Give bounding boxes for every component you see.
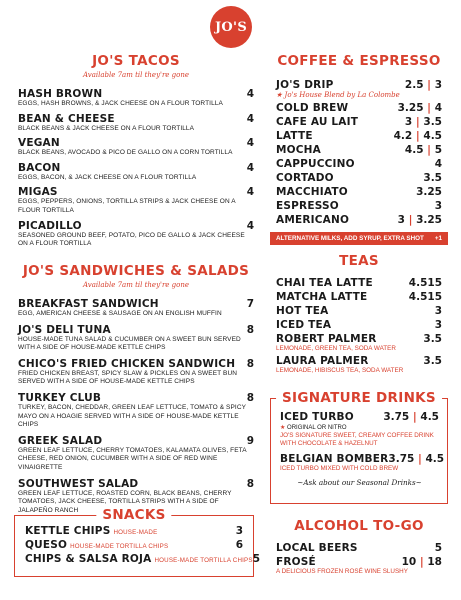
item-name: FROSÉ	[276, 556, 316, 568]
item-row	[18, 392, 254, 404]
tacos-section	[18, 53, 254, 249]
seasonal-footer: ~Ask about our Seasonal Drinks~	[297, 478, 422, 487]
snacks-title: SNACKS	[96, 507, 171, 523]
item-row	[276, 305, 442, 317]
item-row	[18, 298, 254, 310]
item-price	[416, 186, 442, 198]
snack-label	[25, 525, 157, 537]
price-1: 3.25	[416, 186, 442, 198]
item-price: 4	[246, 88, 254, 100]
menu-item	[276, 102, 442, 114]
item-row	[18, 324, 254, 336]
item-price: 8	[246, 357, 254, 370]
item-price: 4	[246, 137, 254, 150]
item-price	[405, 116, 442, 128]
price-separator: |	[412, 130, 424, 142]
item-name: BELGIAN BOMBER	[280, 453, 389, 465]
item-name: HOT TEA	[276, 305, 329, 317]
item-name: CHICO'S FRIED CHICKEN SANDWICH	[18, 357, 236, 370]
item-price	[394, 130, 442, 142]
item-price: 2.5 | 3	[404, 79, 442, 91]
extras-bar	[270, 232, 448, 245]
item-price	[435, 542, 442, 554]
price-separator: |	[423, 102, 435, 114]
item-row	[18, 186, 254, 198]
menu-item	[276, 333, 442, 353]
item-price: 4	[246, 161, 254, 174]
price-1: 4.2	[393, 130, 413, 142]
extras-label: ALTERNATIVE MILKS, ADD SYRUP, EXTRA SHOT	[276, 235, 424, 242]
menu-item	[18, 162, 254, 183]
menu-item	[276, 172, 442, 184]
menu-item	[276, 200, 442, 212]
item-desc: EGGS, PEPPERS, ONIONS, TORTILLA STRIPS & JACK CHEESE ON A FLOUR TORTILLA	[18, 198, 236, 214]
item-price: 4	[246, 186, 254, 199]
menu-item	[276, 130, 442, 142]
item-name: SOUTHWEST SALAD	[18, 477, 139, 490]
menu-item	[276, 556, 442, 576]
price-2: 4.5	[423, 130, 442, 142]
tacos-title: JO'S TACOS	[92, 53, 180, 69]
sandwiches-title: JO'S SANDWICHES & SALADS	[22, 263, 250, 279]
price-2: 5	[434, 144, 442, 156]
price-2: 18	[427, 556, 442, 568]
item-desc: A DELICIOUS FROZEN ROSÉ WINE SLUSHY	[276, 568, 408, 575]
item-desc: GREEN LEAF LETTUCE, CHERRY TOMATOES, KALAMATA OLIVES, FETA CHEESE, RED ONION, CUCUMBER WITH A SIDE OF RED WINE VINAIGRETTE	[18, 446, 247, 471]
price-1: 4	[434, 158, 442, 170]
star-icon: ★	[280, 425, 288, 431]
item-row	[18, 113, 254, 125]
item-name: CHIPS & SALSA ROJA	[25, 553, 152, 565]
item-row	[276, 333, 442, 345]
item-price	[423, 172, 442, 184]
item-desc: EGGS, BACON, & JACK CHEESE ON A FLOUR TORTILLA	[18, 173, 197, 181]
item-price	[435, 200, 442, 212]
item-price: 8	[246, 391, 254, 404]
menu-item	[276, 144, 442, 156]
item-row	[276, 542, 442, 554]
item-name: MOCHA	[276, 144, 321, 156]
item-row	[276, 277, 442, 289]
item-desc: BLACK BEANS & JACK CHEESE ON A FLOUR TORTILLA	[18, 124, 195, 132]
item-price: 3.5	[423, 333, 442, 345]
item-price: 8	[246, 477, 254, 490]
star-icon: ★	[276, 91, 285, 99]
item-row	[18, 435, 254, 447]
menu-item	[276, 291, 442, 303]
price-1: 3	[404, 116, 413, 128]
snacks-list	[15, 516, 260, 565]
item-name: VEGAN	[18, 137, 60, 150]
teas-list	[276, 277, 442, 375]
item-name: HASH BROWN	[18, 88, 103, 100]
menu-item	[18, 298, 254, 319]
price-separator: |	[416, 556, 428, 568]
item-price: 3.75 | 4.5	[383, 411, 439, 423]
item-desc: GREEN LEAF LETTUCE, ROASTED CORN, BLACK BEANS, CHERRY TOMATOES, JACK CHEESE, TORTILLA STRIPS WITH A SIDE OF JALAPEÑO RANCH	[18, 489, 232, 514]
item-row	[18, 358, 254, 370]
item-desc: HOUSE-MADE TORTILLA CHIPS	[70, 543, 169, 550]
item-price	[398, 102, 442, 114]
menu-item	[18, 392, 254, 430]
item-price: 3.75 | 4.5	[388, 453, 445, 465]
item-name: TURKEY CLUB	[18, 391, 102, 404]
menu-item	[18, 113, 254, 134]
item-price	[435, 158, 442, 170]
jos-logo: JO'S	[210, 6, 252, 48]
menu-item	[276, 277, 442, 289]
item-name: JO'S DRIP	[276, 79, 334, 91]
item-name: PICADILLO	[18, 219, 82, 232]
item-name: ROBERT PALMER	[276, 333, 377, 345]
price-1: 4.5	[404, 144, 424, 156]
item-name: LOCAL BEERS	[276, 542, 358, 554]
item-desc: TURKEY, BACON, CHEDDAR, GREEN LEAF LETTUCE, TOMATO & SPICY MAYO ON A HOAGIE SERVED WITH A SIDE OF HOUSE-MADE KETTLE CHIPS	[18, 403, 246, 429]
item-row	[18, 88, 254, 100]
price-separator: |	[423, 144, 435, 156]
price-1: 10	[401, 556, 417, 568]
coffee-section	[276, 53, 442, 245]
item-name: CAPPUCCINO	[276, 158, 355, 170]
item-name: KETTLE CHIPS	[25, 525, 111, 537]
price-1: 3	[397, 214, 405, 226]
item-desc: FRIED CHICKEN BREAST, SPICY SLAW & PICKLES ON A SWEET BUN SERVED WITH A SIDE OF HOUSE-MADE KETTLE CHIPS	[18, 369, 238, 386]
menu-item	[276, 186, 442, 198]
menu-item	[276, 319, 442, 331]
item-name: CHAI TEA LATTE	[276, 277, 373, 289]
item-name: MATCHA LATTE	[276, 291, 368, 303]
item-name: GREEK SALAD	[18, 434, 103, 447]
item-row	[18, 478, 254, 490]
item-desc: HOUSE-MADE TUNA SALAD & CUCUMBER ON A SWEET BUN SERVED WITH A SIDE OF HOUSE-MADE KETTLE CHIPS	[18, 335, 241, 352]
item-name: AMERICANO	[276, 214, 350, 226]
item-price	[398, 214, 442, 226]
teas-title: TEAS	[339, 253, 379, 269]
item-desc: LEMONADE, GREEN TEA, SODA WATER	[276, 345, 396, 352]
menu-item	[276, 214, 442, 226]
item-name: CORTADO	[276, 172, 334, 184]
item-name: JO'S DELI TUNA	[18, 323, 111, 336]
menu-item	[18, 220, 254, 249]
menu-item	[280, 411, 439, 448]
signature-box	[270, 390, 448, 504]
price-separator: |	[404, 214, 417, 226]
turbo-desc: JO'S SIGNATURE SWEET, CREAMY COFFEE DRINK WITH CHOCOLATE & HAZELNUT	[280, 432, 434, 447]
item-row	[276, 556, 442, 568]
item-price: 4.515	[408, 277, 442, 289]
snack-item	[25, 553, 260, 565]
item-price: 5	[252, 553, 260, 565]
menu-item	[280, 453, 445, 473]
coffee-list	[276, 102, 442, 226]
item-name: MIGAS	[18, 186, 58, 199]
item-name: LATTE	[276, 130, 313, 142]
snack-item	[25, 539, 243, 551]
item-price: 4	[246, 219, 254, 232]
snacks-box	[14, 507, 260, 577]
item-name: COLD BREW	[276, 102, 349, 114]
menu-item	[18, 186, 254, 215]
price-2: 4	[434, 102, 442, 114]
item-row	[18, 137, 254, 149]
item-name: QUESO	[25, 539, 68, 551]
item-row	[276, 319, 442, 331]
menu-item	[276, 542, 442, 554]
tacos-list	[18, 88, 254, 249]
price-1: 3	[434, 200, 442, 212]
price-1: 5	[434, 542, 442, 554]
menu-item	[276, 158, 442, 170]
item-price: 3.5	[423, 355, 442, 367]
item-row	[276, 291, 442, 303]
item-price: 4	[246, 112, 254, 125]
menu-item	[276, 79, 442, 99]
coffee-title: COFFEE & ESPRESSO	[277, 53, 441, 69]
item-desc: EGGS, HASH BROWNS, & JACK CHEESE ON A FLOUR TORTILLA	[18, 100, 223, 107]
item-price: 9	[246, 434, 254, 447]
item-desc: BLACK BEANS, AVOCADO & PICO DE GALLO ON A CORN TORTILLA	[18, 149, 233, 157]
price-2: 3.5	[423, 116, 442, 128]
item-price: 6	[235, 539, 243, 551]
item-name: LAURA PALMER	[276, 355, 369, 367]
price-separator: |	[412, 116, 424, 128]
snack-item	[25, 525, 243, 537]
tacos-subtitle: Available 7am til they're gone	[82, 71, 190, 79]
item-name: CAFE AU LAIT	[276, 116, 359, 128]
item-name: BEAN & CHEESE	[18, 112, 115, 125]
item-price: 3	[434, 305, 442, 317]
alcohol-title: ALCOHOL TO-GO	[294, 518, 424, 534]
item-price	[402, 556, 442, 568]
item-price: 7	[246, 298, 254, 310]
menu-item	[276, 305, 442, 317]
item-price: 3	[235, 525, 243, 537]
drip-note: ★ Jo's House Blend by La Colombe	[276, 91, 400, 99]
signature-title: SIGNATURE DRINKS	[276, 390, 442, 406]
item-name: BREAKFAST SANDWICH	[18, 298, 159, 310]
menu-item	[18, 88, 254, 109]
item-desc: HOUSE-MADE TORTILLA CHIPS	[154, 557, 253, 564]
price-2: 3.25	[416, 214, 442, 226]
item-row	[276, 355, 442, 367]
item-name: MACCHIATO	[276, 186, 348, 198]
item-price: 4.515	[408, 291, 442, 303]
item-desc: SEASONED GROUND BEEF, POTATO, PICO DE GALLO & JACK CHEESE ON A FLOUR TORTILLA	[18, 231, 245, 248]
menu-item	[276, 116, 442, 128]
menu-item	[18, 137, 254, 158]
item-desc: HOUSE-MADE	[113, 529, 158, 536]
item-name: ICED TEA	[276, 319, 332, 331]
alcohol-section	[276, 518, 442, 576]
snack-label	[25, 539, 168, 551]
item-name: BACON	[18, 161, 61, 174]
menu-item	[18, 324, 254, 353]
snack-label	[25, 553, 253, 565]
bomber-desc: ICED TURBO MIXED WITH COLD BREW	[280, 465, 399, 472]
item-price: 3	[434, 319, 442, 331]
item-desc: LEMONADE, HIBISCUS TEA, SODA WATER	[276, 367, 404, 374]
sandwiches-list	[18, 298, 254, 515]
teas-section	[276, 253, 442, 375]
price-1: 3.5	[423, 172, 442, 184]
menu-item	[18, 435, 254, 473]
item-name: ICED TURBO	[280, 411, 354, 423]
item-price: 8	[246, 323, 254, 336]
sandwiches-subtitle: Available 7am til they're gone	[82, 281, 190, 289]
item-row	[18, 162, 254, 174]
item-row	[18, 220, 254, 232]
alcohol-list	[276, 542, 442, 576]
turbo-note: ★ ORIGINAL OR NITRO	[280, 425, 347, 431]
menu-item	[276, 355, 442, 375]
extras-price: +1	[434, 235, 442, 242]
item-desc: EGG, AMERICAN CHEESE & SAUSAGE ON AN ENGLISH MUFFIN	[18, 310, 222, 317]
price-1: 3.25	[397, 102, 424, 114]
menu-item	[18, 358, 254, 387]
sandwiches-section	[18, 263, 254, 515]
item-name: ESPRESSO	[276, 200, 339, 212]
item-price	[405, 144, 442, 156]
